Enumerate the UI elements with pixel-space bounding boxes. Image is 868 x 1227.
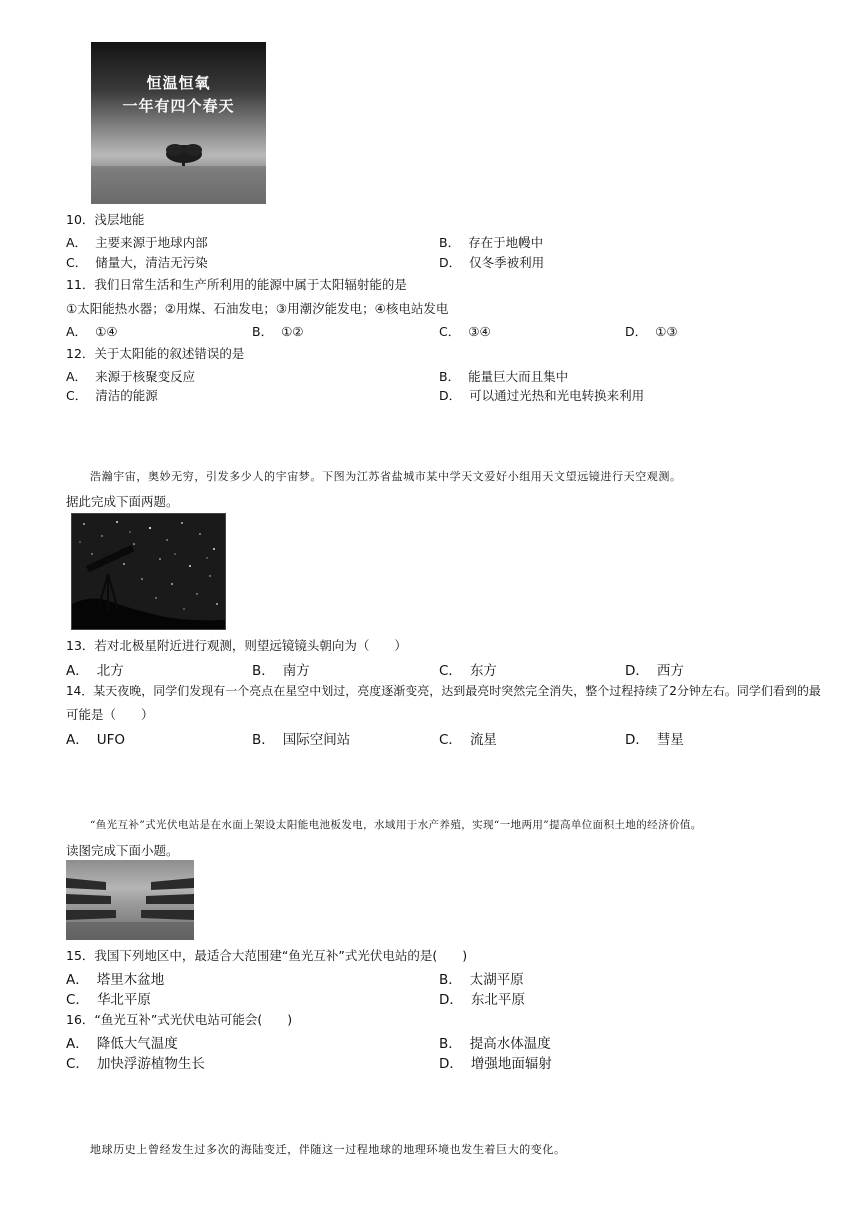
q12-option-b[interactable]: B． 能量巨大而且集中 [439, 369, 569, 384]
q13-option-a[interactable]: A． 北方 [66, 663, 124, 679]
q11-option-d[interactable]: D． ①③ [625, 324, 678, 339]
q13-option-d[interactable]: D． 西方 [625, 663, 684, 679]
q12-option-d[interactable]: D． 可以通过光热和光电转换来利用 [439, 388, 645, 403]
q13-stem: 13．若对北极星附近进行观测，则望远镜镜头朝向为（ ） [66, 638, 407, 653]
q13-option-b[interactable]: B． 南方 [252, 663, 310, 679]
q10-option-c[interactable]: C． 储量大，清洁无污染 [66, 255, 208, 270]
solar-panel-icon [66, 860, 194, 940]
q16-option-c[interactable]: C． 加快浮游植物生长 [66, 1056, 205, 1072]
q15-option-b[interactable]: B． 太湖平原 [439, 972, 524, 988]
intro-paragraph-solar: “鱼光互补”式光伏电站是在水面上架设太阳能电池板发电，水域用于水产养殖，实现“一地两用”提高单位面积土地的经济价值。 [90, 819, 702, 831]
solar-panels-on-water-image [66, 860, 194, 940]
q15-option-d[interactable]: D． 东北平原 [439, 992, 525, 1008]
q10-option-a[interactable]: A． 主要来源于地球内部 [66, 235, 208, 250]
q16-stem: 16．“鱼光互补”式光伏电站可能会( ) [66, 1012, 293, 1027]
q10-option-b[interactable]: B． 存在于地幔中 [439, 235, 544, 250]
q16-option-d[interactable]: D． 增强地面辐射 [439, 1056, 552, 1072]
q14-option-b[interactable]: B． 国际空间站 [252, 732, 351, 748]
intro-follow-astronomy: 据此完成下面两题。 [66, 494, 179, 509]
q11-items: ①太阳能热水器；②用煤、石油发电；③用潮汐能发电；④核电站发电 [66, 301, 449, 316]
q10-stem: 10．浅层地能 [66, 212, 145, 227]
q12-stem: 12．关于太阳能的叙述错误的是 [66, 346, 245, 361]
q16-option-b[interactable]: B． 提高水体温度 [439, 1036, 551, 1052]
q14-option-d[interactable]: D． 彗星 [625, 732, 684, 748]
tree-icon [91, 42, 266, 204]
q13-option-c[interactable]: C． 东方 [439, 663, 497, 679]
intro-paragraph-geology: 地球历史上曾经发生过多次的海陆变迁，伴随这一过程地球的地理环境也发生着巨大的变化。 [90, 1143, 566, 1156]
q15-stem: 15．我国下列地区中，最适合大范围建“鱼光互补”式光伏电站的是( ) [66, 948, 468, 963]
q14-stem-line1: 14．某天夜晚，同学们发现有一个亮点在星空中划过，亮度逐渐变亮，达到最亮时突然完全消失，整个过程持续了2分钟左右。同学们看到的最 [66, 684, 821, 698]
q11-option-c[interactable]: C． ③④ [439, 324, 491, 339]
q14-stem-line2: 可能是（ ） [66, 707, 154, 722]
poster-line1: 恒温恒氧 [146, 74, 211, 92]
telescope-night-sky-image [71, 513, 226, 630]
intro-paragraph-astronomy: 浩瀚宇宙，奥妙无穷，引发多少人的宇宙梦。下图为江苏省盐城市某中学天文爱好小组用天文望远镜进行天空观测。 [90, 470, 682, 483]
energy-poster-image [91, 42, 266, 204]
q11-option-a[interactable]: A． ①④ [66, 324, 118, 339]
q16-option-a[interactable]: A． 降低大气温度 [66, 1036, 178, 1052]
q11-stem: 11．我们日常生活和生产所利用的能源中属于太阳辐射能的是 [66, 277, 407, 292]
q14-option-a[interactable]: A． UFO [66, 732, 126, 748]
q15-option-a[interactable]: A． 塔里木盆地 [66, 972, 165, 988]
q15-option-c[interactable]: C． 华北平原 [66, 992, 151, 1008]
q10-option-d[interactable]: D． 仅冬季被利用 [439, 255, 545, 270]
poster-line2: 一年有四个春天 [122, 97, 235, 115]
q11-option-b[interactable]: B． ①② [252, 324, 304, 339]
q12-option-c[interactable]: C． 清洁的能源 [66, 388, 158, 403]
q12-option-a[interactable]: A． 来源于核聚变反应 [66, 369, 196, 384]
q14-option-c[interactable]: C． 流星 [439, 732, 497, 748]
intro-follow-solar: 读图完成下面小题。 [66, 843, 179, 858]
telescope-icon [72, 514, 225, 629]
